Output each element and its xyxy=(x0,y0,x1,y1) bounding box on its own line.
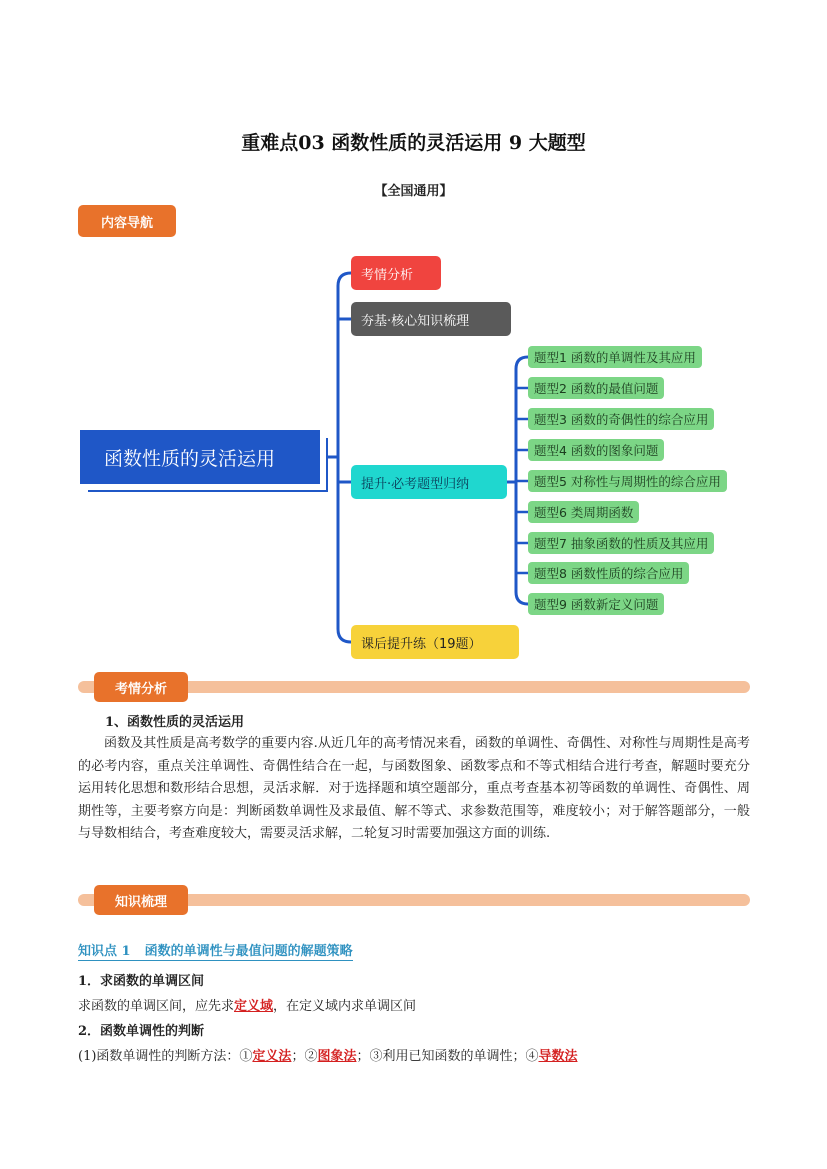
analysis-heading: 1、函数性质的灵活运用 xyxy=(105,715,245,730)
connector-trunk xyxy=(338,273,351,642)
document-subtitle: 【全国通用】 xyxy=(374,184,453,199)
branch-core-knowledge: 夯基·核心知识梳理 xyxy=(351,302,511,336)
keyword-graph-method: 图象法 xyxy=(317,1049,357,1064)
section-2-text xyxy=(78,1045,578,1064)
question-type-5: 题型5 对称性与周期性的综合应用 xyxy=(528,470,727,492)
question-type-1: 题型1 函数的单调性及其应用 xyxy=(528,346,702,368)
section-1-text-post: ，在定义域内求单调区间 xyxy=(273,999,417,1014)
knowledge-point-title xyxy=(78,940,353,961)
section-2-text-mid2: ；③利用已知函数的单调性；④ xyxy=(356,1049,539,1064)
keyword-definition-method: 定义法 xyxy=(252,1049,292,1064)
nav-section-tag: 内容导航 xyxy=(78,205,176,237)
branch-practice: 课后提升练（19题） xyxy=(351,625,519,659)
keyword-derivative-method: 导数法 xyxy=(538,1049,578,1064)
knowledge-point-name: 函数的单调性与最值问题的解题策略 xyxy=(144,944,353,959)
question-type-9: 题型9 函数新定义问题 xyxy=(528,593,664,615)
question-type-4: 题型4 函数的图象问题 xyxy=(528,439,664,461)
section-2-text-mid1: ；② xyxy=(291,1049,318,1064)
analysis-paragraph: 函数及其性质是高考数学的重要内容.从近几年的高考情况来看，函数的单调性、奇偶性、对称性与周期性是高考的必考内容，重点关注单调性、奇偶性结合在一起，与函数图象、函数零点和不等式相结合进行考查，解题时要充分运用转化思想和数形结合思想，灵活求解．对于选择题和填空题部分，重点考查基本初等函数的单调性、奇偶性、周期性等，主要考察方向是：判断函数单调性及求最值、解不等式、求参数范围等，难度较小；对于解答题部分，一般与导数相结合，考查难度较大，需要灵活求解，二轮复习时需要加强这方面的训练. xyxy=(78,736,750,841)
section-2-text-pre: (1)函数单调性的判断方法：① xyxy=(78,1049,253,1064)
question-type-8: 题型8 函数性质的综合应用 xyxy=(528,562,689,584)
mindmap-root-node: 函数性质的灵活运用 xyxy=(80,430,320,484)
knowledge-section-tag: 知识梳理 xyxy=(94,885,188,915)
section-1-heading: 1．求函数的单调区间 xyxy=(78,974,205,989)
question-type-7: 题型7 抽象函数的性质及其应用 xyxy=(528,532,714,554)
section-2-heading: 2．函数单调性的判断 xyxy=(78,1024,205,1039)
question-type-2: 题型2 函数的最值问题 xyxy=(528,377,664,399)
section-1-text xyxy=(78,995,416,1014)
question-type-3: 题型3 函数的奇偶性的综合应用 xyxy=(528,408,714,430)
section-1-text-pre: 求函数的单调区间，应先求 xyxy=(78,999,235,1014)
document-title: 重难点03 函数性质的灵活运用 9 大题型 xyxy=(241,132,586,154)
keyword-domain: 定义域 xyxy=(234,999,274,1014)
knowledge-point-label: 知识点 1 xyxy=(78,944,131,959)
analysis-section-tag: 考情分析 xyxy=(94,672,188,702)
branch-exam-analysis: 考情分析 xyxy=(351,256,441,290)
branch-question-types: 提升·必考题型归纳 xyxy=(351,465,507,499)
question-type-6: 题型6 类周期函数 xyxy=(528,501,639,523)
